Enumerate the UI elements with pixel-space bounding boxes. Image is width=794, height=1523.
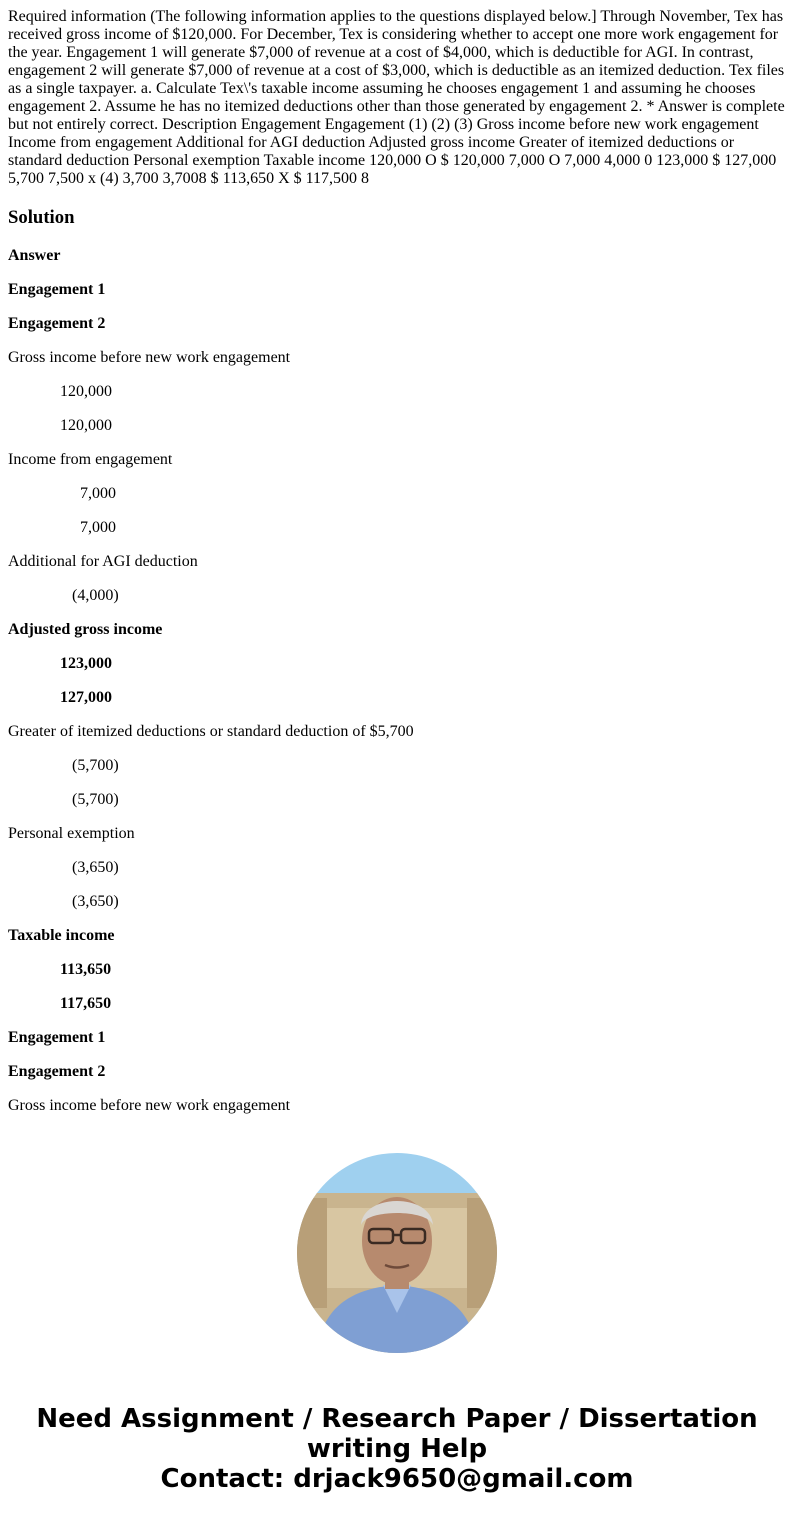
deduction-label: Greater of itemized deductions or standard deduction of $5,700 — [8, 723, 414, 740]
gross-income-e2: 120,000 — [60, 417, 112, 434]
taxable-income-e1: 113,650 — [60, 961, 112, 978]
deduction-e2: (5,700) — [72, 791, 119, 808]
engagement-2-heading: Engagement 2 — [8, 315, 106, 332]
solution-heading: Solution — [8, 207, 75, 228]
taxable-income-e2: 117,650 — [60, 995, 112, 1012]
taxable-income-label: Taxable income — [8, 927, 115, 944]
gross-income-label: Gross income before new work engagement — [8, 349, 291, 366]
agi-e2: 127,000 — [60, 689, 112, 706]
promo-contact: Contact: drjack9650@gmail.com — [160, 1464, 634, 1494]
answer-label: Answer — [8, 247, 61, 264]
personal-exemption-e1: (3,650) — [72, 859, 119, 876]
promo-line-2: writing Help — [306, 1434, 488, 1464]
question-text: Required information (The following information applies to the questions displayed below.] Through November, Tex has received gross income of $120,000. For December, Tex is considering whether to accept one more work engagement for the year. Engagement 1 will generate $7,000 of revenue at a cost of $4,000, which is deductible for AGI. In contrast, engagement 2 will generate $7,000 of revenue at a cost of $3,000, which is deductible as an itemized deduction. Tex files as a single taxpayer. a. Calculate Tex\'s taxable income assuming he chooses engagement 1 and assuming he chooses engagement 2. Assume he has no itemized deductions other than those generated by engagement 2. * Answer is complete but not entirely correct. Description Engagement Engagement (1) (2) (3) Gross income before new work engagement Income from engagement Additional for AGI deduction Adjusted gross income Greater of itemized deductions or standard deduction Personal exemption Taxable income 120,000 O $ 120,000 7,000 O 7,000 4,000 0 123,000 $ 127,000 5,700 7,500 x (4) 3,700 3,7008 $ 113,650 X $ 117,500 8 — [8, 8, 785, 187]
tutor-photo — [297, 1153, 497, 1353]
for-agi-deduction-label: Additional for AGI deduction — [8, 553, 198, 570]
gross-income-e1: 120,000 — [60, 383, 112, 400]
income-engagement-label: Income from engagement — [8, 451, 173, 468]
engagement-1-repeat: Engagement 1 — [8, 1029, 106, 1046]
promo-banner — [0, 1404, 794, 1494]
for-agi-deduction-e1: (4,000) — [72, 587, 119, 604]
income-engagement-e1: 7,000 — [80, 485, 116, 502]
gross-income-label-repeat: Gross income before new work engagement — [8, 1097, 291, 1114]
personal-exemption-e2: (3,650) — [72, 893, 119, 910]
portrait-icon — [297, 1153, 497, 1353]
engagement-1-heading: Engagement 1 — [8, 281, 106, 298]
promo-line-1: Need Assignment / Research Paper / Dissertation — [36, 1404, 758, 1434]
agi-label: Adjusted gross income — [8, 621, 163, 638]
deduction-e1: (5,700) — [72, 757, 119, 774]
agi-e1: 123,000 — [60, 655, 112, 672]
income-engagement-e2: 7,000 — [80, 519, 116, 536]
engagement-2-repeat: Engagement 2 — [8, 1063, 106, 1080]
personal-exemption-label: Personal exemption — [8, 825, 135, 842]
